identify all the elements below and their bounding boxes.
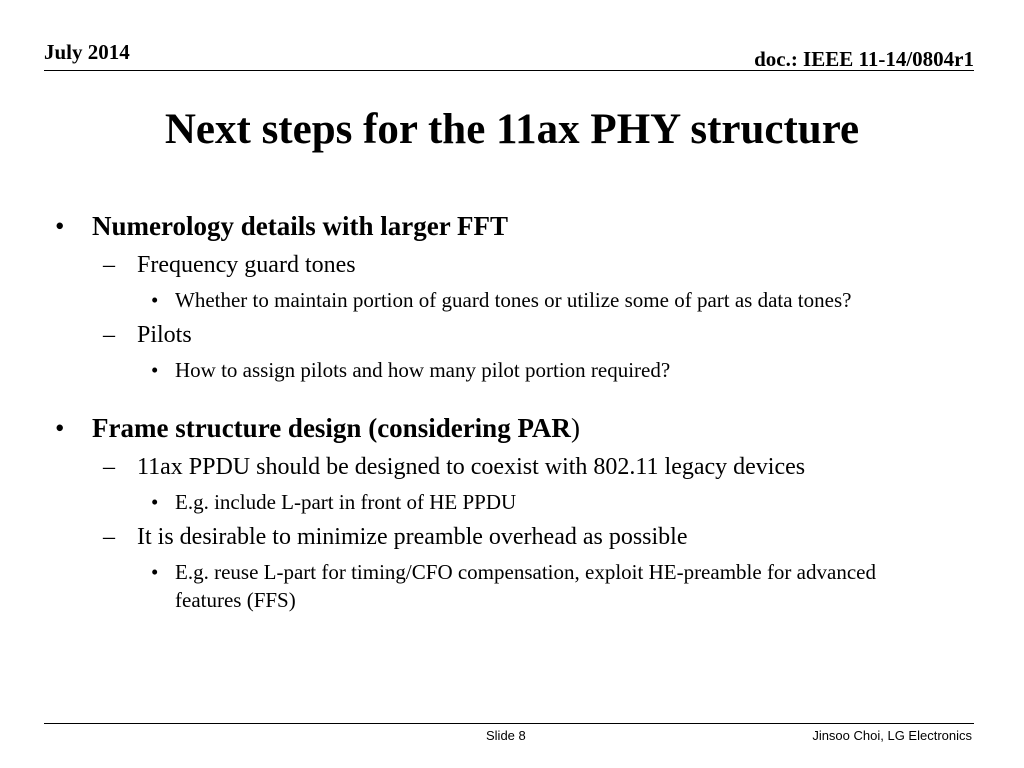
slide-number: Slide 8 bbox=[486, 728, 526, 743]
sub-list-item bbox=[55, 488, 935, 516]
sub-list-item bbox=[55, 286, 935, 314]
slide-title: Next steps for the 11ax PHY structure bbox=[164, 106, 860, 153]
bullet-icon: • bbox=[55, 413, 65, 443]
bullet-icon: • bbox=[55, 211, 65, 241]
section-heading bbox=[55, 208, 955, 244]
dash-icon: – bbox=[103, 524, 115, 550]
list-item-text: Pilots bbox=[137, 322, 192, 348]
bullet-icon: • bbox=[151, 358, 159, 382]
bullet-icon: • bbox=[151, 490, 159, 514]
sub-list-item-text: Whether to maintain portion of guard tones or utilize some of part as data tones? bbox=[175, 288, 852, 312]
sub-list-item-text: E.g. reuse L-part for timing/CFO compensation, exploit HE-preamble for advanced features (FFS) bbox=[175, 560, 876, 612]
list-item-text: 11ax PPDU should be designed to coexist with 802.11 legacy devices bbox=[137, 454, 806, 480]
slide-body bbox=[55, 208, 955, 614]
bullet-icon: • bbox=[151, 288, 159, 312]
sub-list-item-text: How to assign pilots and how many pilot portion required? bbox=[175, 358, 671, 382]
list-item bbox=[55, 320, 955, 350]
dash-icon: – bbox=[103, 454, 115, 480]
sub-list-item bbox=[55, 356, 935, 384]
dash-icon: – bbox=[103, 322, 115, 348]
list-item bbox=[55, 522, 955, 552]
section-heading-close: ) bbox=[570, 413, 580, 443]
footer-author: Jinsoo Choi, LG Electronics bbox=[812, 728, 972, 743]
section-heading-text: Frame structure design (considering PAR bbox=[92, 413, 571, 443]
sub-list-item bbox=[55, 558, 935, 614]
dash-icon: – bbox=[103, 252, 115, 278]
list-item bbox=[55, 452, 955, 482]
header-doc-id: doc.: IEEE 11-14/0804r1 bbox=[754, 47, 974, 71]
sub-list-item-text: E.g. include L-part in front of HE PPDU bbox=[175, 490, 517, 514]
list-item-text: It is desirable to minimize preamble overhead as possible bbox=[137, 524, 688, 550]
header-divider bbox=[44, 70, 974, 71]
section-heading-text: Numerology details with larger FFT bbox=[92, 211, 508, 241]
footer-divider bbox=[44, 723, 974, 724]
header-date: July 2014 bbox=[44, 40, 130, 64]
list-item-text: Frequency guard tones bbox=[137, 252, 356, 278]
bullet-icon: • bbox=[151, 560, 159, 584]
section-heading bbox=[55, 410, 955, 446]
list-item bbox=[55, 250, 955, 280]
